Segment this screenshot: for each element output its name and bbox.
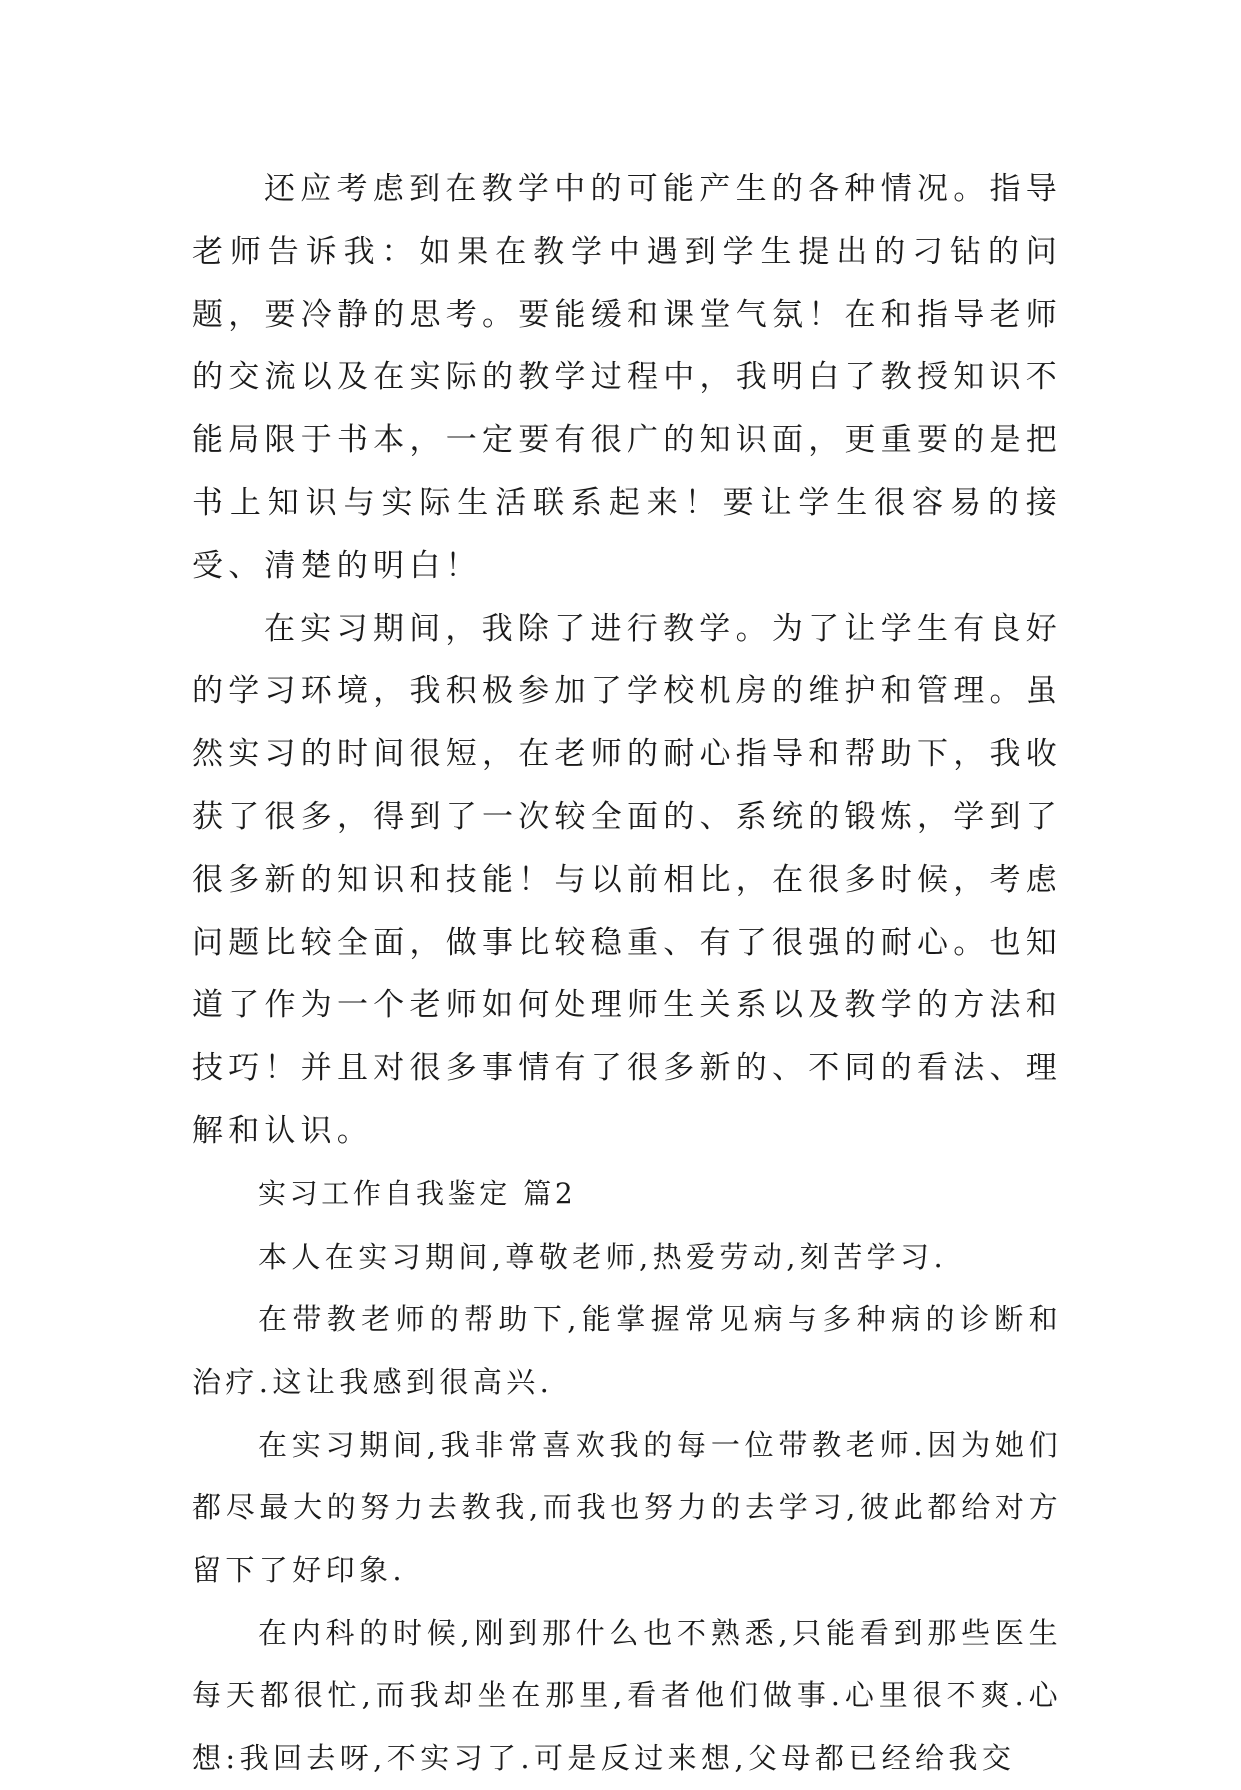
paragraph-attitude: 本人在实习期间,尊敬老师,热爱劳动,刻苦学习. [258, 1239, 948, 1274]
paragraph-internal-medicine: 在内科的时候,刚到那什么也不熟悉,只能看到那些医生每天都很忙,而我却坐在那里,看者他们做事.心里很不爽.心想:我回去呀,不实习了.可是反过来想,父母都已经给我交 [192, 1615, 1062, 1776]
paragraph-diagnosis: 在带教老师的帮助下,能掌握常见病与多种病的诊断和治疗.这让我感到很高兴. [192, 1302, 1062, 1399]
document-body [192, 158, 1062, 1790]
paragraph-teachers: 在实习期间,我非常喜欢我的每一位带教老师.因为她们都尽最大的努力去教我,而我也努力的去学习,彼此都给对方留下了好印象. [192, 1427, 1062, 1588]
section-heading: 实习工作自我鉴定 篇2 [258, 1176, 577, 1210]
paragraph-internship-gains: 在实习期间，我除了进行教学。为了让学生有良好的学习环境，我积极参加了学校机房的维护和管理。虽然实习的时间很短，在老师的耐心指导和帮助下，我收获了很多，得到了一次较全面的、系统的锻炼，学到了很多新的知识和技能！与以前相比，在很多时候，考虑问题比较全面，做事比较稳重、有了很强的耐心。也知道了作为一个老师如何处理师生关系以及教学的方法和技巧！并且对很多事情有了很多新的、不同的看法、理解和认识。 [192, 610, 1062, 1149]
paragraph-teaching-reflection: 还应考虑到在教学中的可能产生的各种情况。指导老师告诉我：如果在教学中遇到学生提出的刁钻的问题，要冷静的思考。要能缓和课堂气氛！在和指导老师的交流以及在实际的教学过程中，我明白了教授知识不能局限于书本，一定要有很广的知识面，更重要的是把书上知识与实际生活联系起来！要让学生很容易的接受、清楚的明白！ [192, 171, 1062, 584]
